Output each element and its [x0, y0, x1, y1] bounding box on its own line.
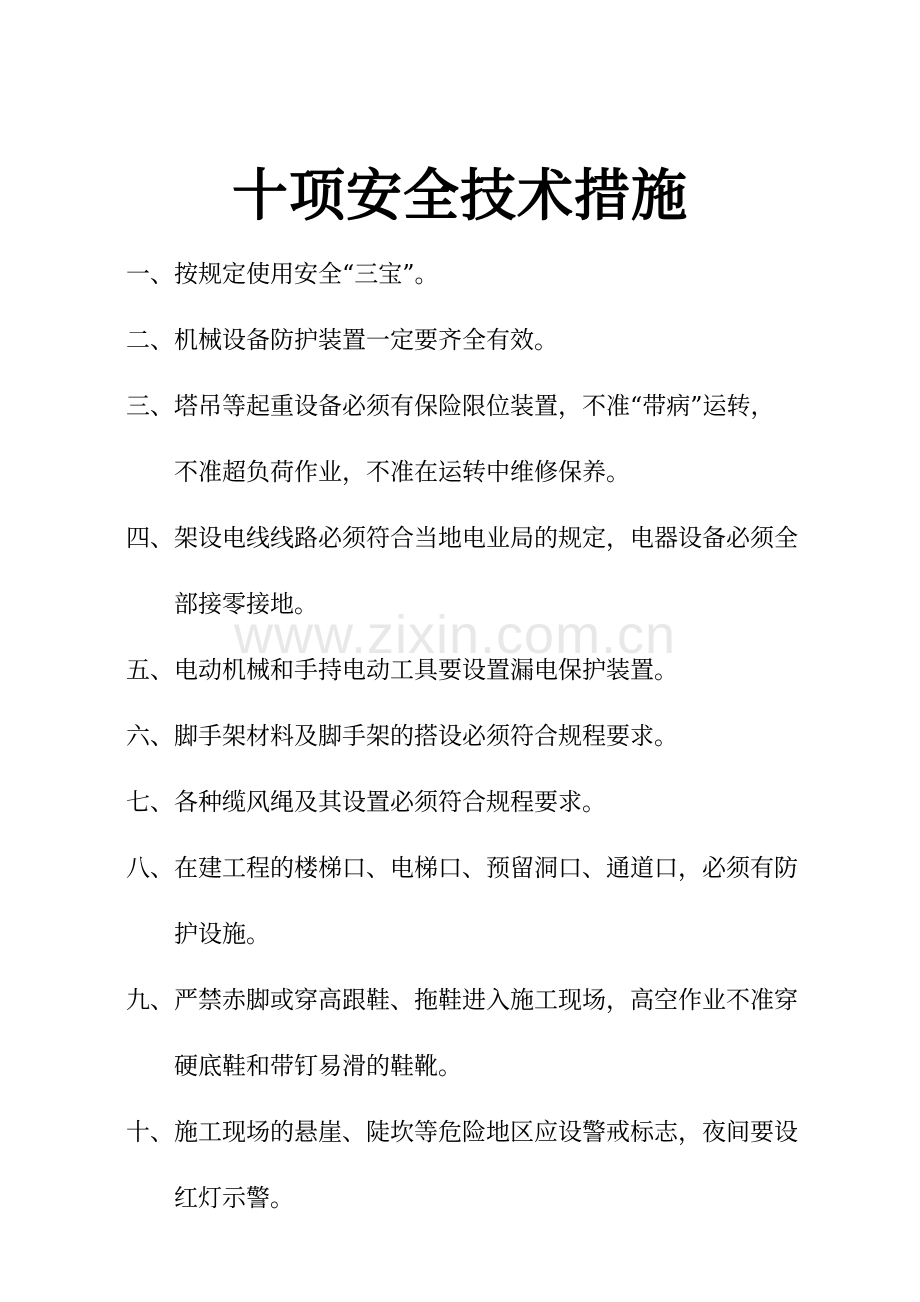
measure-line-continued: 不准超负荷作业，不准在运转中维修保养。 — [174, 458, 630, 486]
measure-line: 二、机械设备防护装置一定要齐全有效。 — [126, 326, 558, 354]
measure-line-continued: 红灯示警。 — [174, 1184, 294, 1212]
measure-line-continued: 部接零接地。 — [174, 590, 318, 618]
measure-item-3 — [126, 373, 816, 505]
measure-line: 十、施工现场的悬崖、陡坎等危险地区应设警戒标志，夜间要设 — [126, 1118, 798, 1146]
measure-item-6 — [126, 703, 816, 769]
measure-item-7 — [126, 769, 816, 835]
measure-item-8 — [126, 835, 816, 967]
measure-line: 五、电动机械和手持电动工具要设置漏电保护装置。 — [126, 656, 678, 684]
measures-list — [126, 241, 816, 1231]
measure-line: 六、脚手架材料及脚手架的搭设必须符合规程要求。 — [126, 722, 678, 750]
measure-item-9 — [126, 967, 816, 1099]
measure-line: 九、严禁赤脚或穿高跟鞋、拖鞋进入施工现场，高空作业不准穿 — [126, 986, 798, 1014]
measure-item-1 — [126, 241, 816, 307]
measure-item-10 — [126, 1099, 816, 1231]
measure-line: 三、塔吊等起重设备必须有保险限位装置，不准“带病”运转， — [126, 392, 775, 420]
watermark-text: www.zixin.com.cn — [234, 605, 677, 665]
measure-line-continued: 护设施。 — [174, 920, 270, 948]
document-title: 十项安全技术措施 — [232, 163, 688, 229]
measure-line: 七、各种缆风绳及其设置必须符合规程要求。 — [126, 788, 606, 816]
measure-line-continued: 硬底鞋和带钉易滑的鞋靴。 — [174, 1052, 462, 1080]
measure-line: 八、在建工程的楼梯口、电梯口、预留洞口、通道口，必须有防 — [126, 854, 798, 882]
measure-line: 四、架设电线线路必须符合当地电业局的规定，电器设备必须全 — [126, 524, 798, 552]
measure-item-2 — [126, 307, 816, 373]
measure-line: 一、按规定使用安全“三宝”。 — [126, 260, 439, 288]
